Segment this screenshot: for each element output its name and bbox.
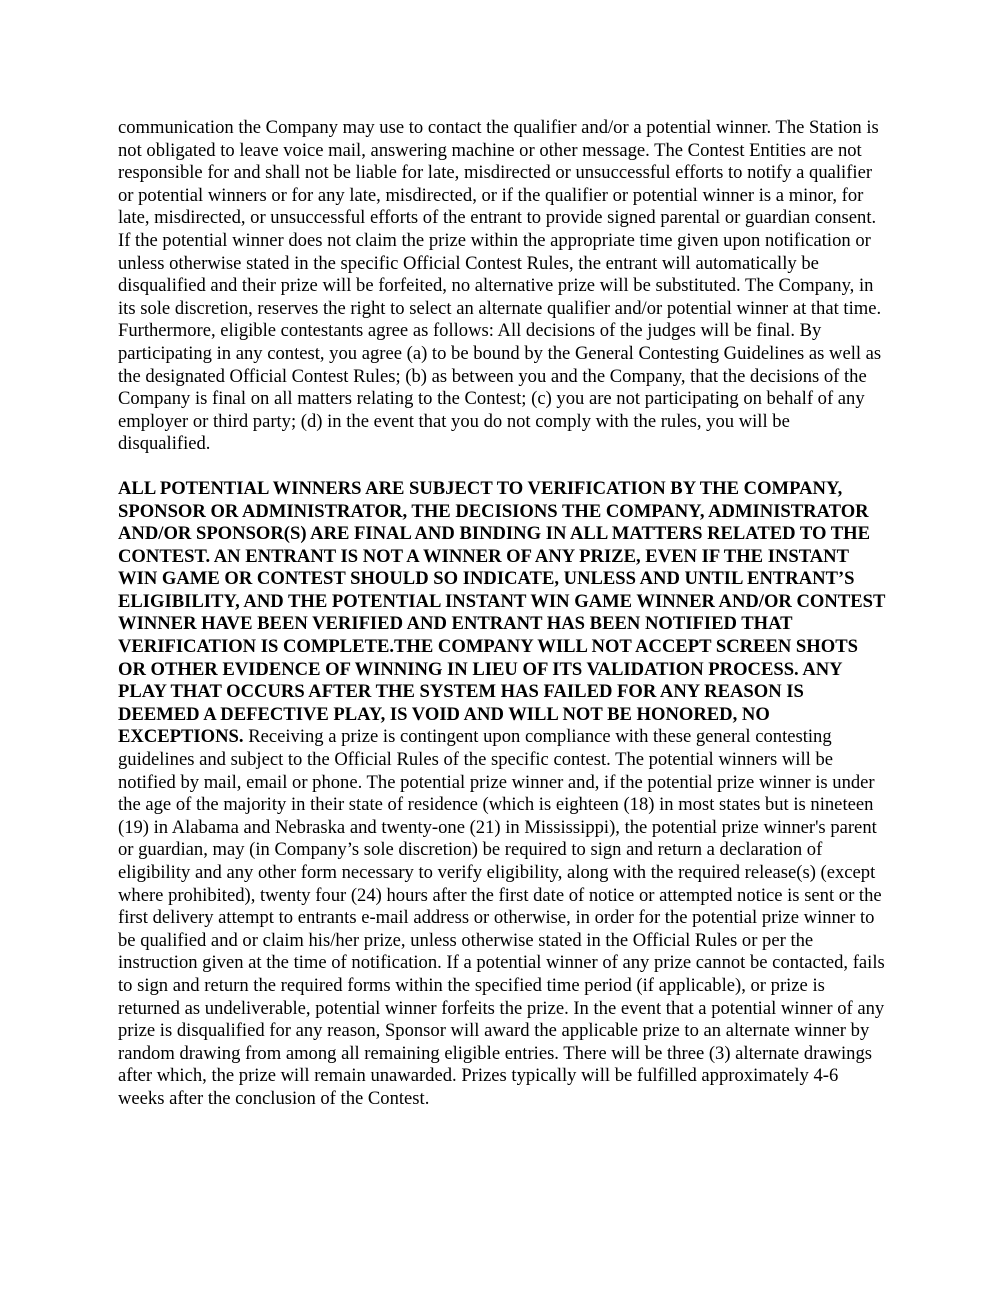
verification-notice-bold: ALL POTENTIAL WINNERS ARE SUBJECT TO VERIFICATION BY THE COMPANY, SPONSOR OR ADMINISTRATOR, THE DECISIONS THE COMPANY, ADMINISTRATOR AND/OR SPONSOR(S) ARE FINAL AND BINDING IN ALL MATTERS RELATED TO THE CONTEST. AN ENTRANT IS NOT A WINNER OF ANY PRIZE, EVEN IF THE INSTANT WIN GAME OR CONTEST SHOULD SO INDICATE, UNLESS AND UNTIL ENTRANT’S ELIGIBILITY, AND THE POTENTIAL INSTANT WIN GAME WINNER AND/OR CONTEST WINNER HAVE BEEN VERIFIED AND ENTRANT HAS BEEN NOTIFIED THAT VERIFICATION IS COMPLETE.THE COMPANY WILL NOT ACCEPT SCREEN SHOTS OR OTHER EVIDENCE OF WINNING IN LIEU OF ITS VALIDATION PROCESS. ANY PLAY THAT OCCURS AFTER THE SYSTEM HAS FAILED FOR ANY REASON IS DEEMED A DEFECTIVE PLAY, IS VOID AND WILL NOT BE HONORED, NO EXCEPTIONS. — [118, 477, 886, 748]
paragraph-verification-terms — [118, 478, 886, 1111]
prize-claim-text: Receiving a prize is contingent upon compliance with these general contesting guidelines and subject to the Official Rules of the specific contest. The potential winners will be notified by mail, email or phone. The potential prize winner and, if the potential prize winner is under the age of the majority in their state of residence (which is eighteen (18) in most states but is nineteen (19) in Alabama and Nebraska and twenty-one (21) in Mississippi), the potential prize winner's parent or guardian, may (in Company’s sole discretion) be required to sign and return a declaration of eligibility and any other form necessary to verify eligibility, along with the required release(s) (except where prohibited), twenty four (24) hours after the first date of notice or attempted notice is sent or the first delivery attempt to entrants e-mail address or otherwise, in order for the potential prize winner to be qualified and or claim his/her prize, unless otherwise stated in the Official Rules or per the instruction given at the time of notification. If a potential winner of any prize cannot be contacted, fails to sign and return the required forms within the specified time period (if applicable), or prize is returned as undeliverable, potential winner forfeits the prize. In the event that a potential winner of any prize is disqualified for any reason, Sponsor will award the applicable prize to an alternate winner by random drawing from among all remaining eligible entries. There will be three (3) alternate drawings after which, the prize will remain unawarded. Prizes typically will be fulfilled approximately 4-6 weeks after the conclusion of the Contest. — [118, 726, 885, 1109]
paragraph-notification-terms — [118, 117, 886, 456]
paragraph-1-text: communication the Company may use to contact the qualifier and/or a potential winner. The Station is not obligated to leave voice mail, answering machine or other message. The Contest Entities are not responsible for and shall not be liable for late, misdirected or unsuccessful efforts to notify a qualifier or potential winners or for any late, misdirected, or if the qualifier or potential winner is a minor, for late, misdirected, or unsuccessful efforts of the entrant to provide signed parental or guardian consent. If the potential winner does not claim the prize within the appropriate time given upon notification or unless otherwise stated in the specific Official Contest Rules, the entrant will automatically be disqualified and their prize will be forfeited, no alternative prize will be substituted. The Company, in its sole discretion, reserves the right to select an alternate qualifier and/or potential winner at that time. Furthermore, eligible contestants agree as follows: All decisions of the judges will be final. By participating in any contest, you agree (a) to be bound by the General Contesting Guidelines as well as the designated Official Contest Rules; (b) as between you and the Company, that the decisions of the Company is final on all matters relating to the Contest; (c) you are not participating on behalf of any employer or third party; (d) in the event that you do not comply with the rules, you will be disqualified. — [118, 117, 882, 455]
document-page — [118, 117, 886, 1111]
